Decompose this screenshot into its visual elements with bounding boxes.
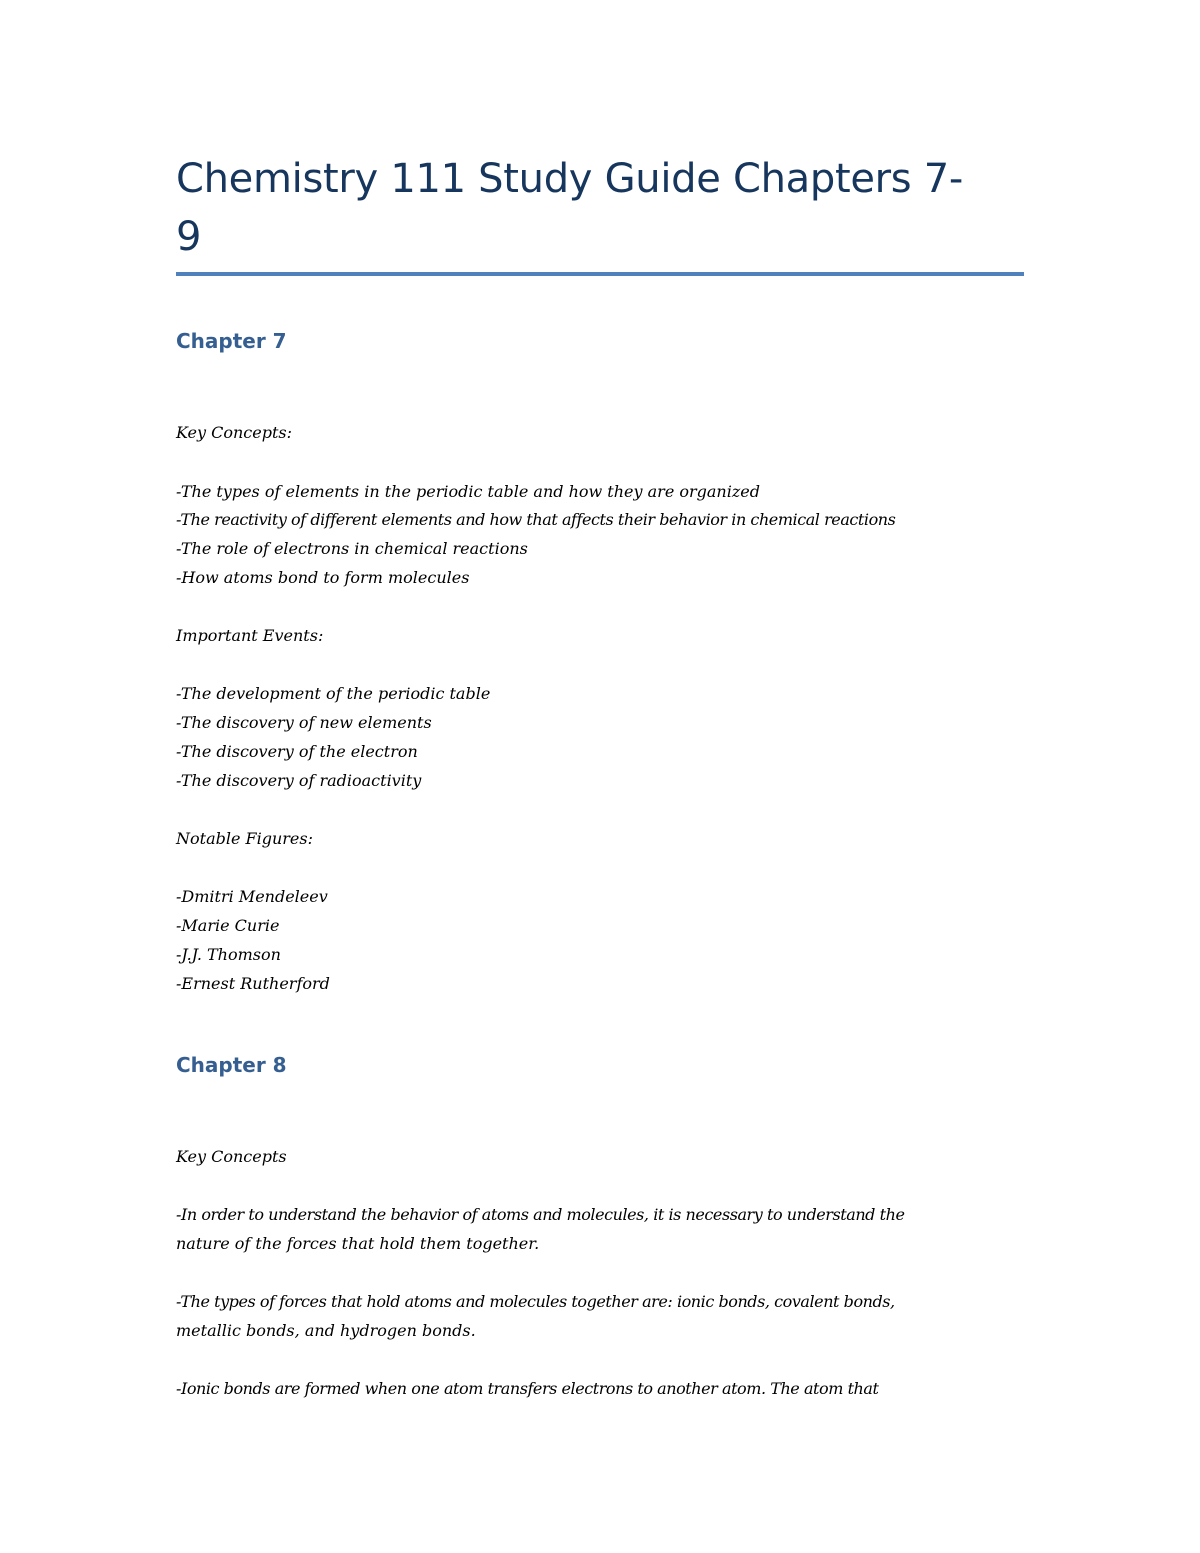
- chapter-7-key-concept-item: -The reactivity of different elements and how that affects their behavior in chemical reactions: [176, 510, 896, 529]
- chapter-7-event-item: -The discovery of new elements: [176, 713, 432, 732]
- chapter-7-key-concept-item: -The role of electrons in chemical reactions: [176, 539, 528, 558]
- chapter-7-figure-item: -J.J. Thomson: [176, 945, 281, 964]
- chapter-8-paragraph-line: nature of the forces that hold them together.: [176, 1234, 540, 1253]
- chapter-7-key-concept-item: -The types of elements in the periodic table and how they are organized: [176, 482, 760, 501]
- document-title: [176, 150, 1024, 266]
- document-title-line-2: 9: [176, 214, 202, 260]
- chapter-8-key-concepts-label: Key Concepts: [176, 1147, 287, 1166]
- chapter-7-event-item: -The discovery of the electron: [176, 742, 418, 761]
- chapter-8-paragraph-line: -Ionic bonds are formed when one atom transfers electrons to another atom. The atom that: [176, 1379, 879, 1398]
- chapter-7-notable-figures-label: Notable Figures:: [176, 829, 313, 848]
- chapter-8-paragraph-line: -In order to understand the behavior of atoms and molecules, it is necessary to understand the: [176, 1205, 905, 1224]
- chapter-7-figure-item: -Marie Curie: [176, 916, 280, 935]
- chapter-7-key-concept-item: -How atoms bond to form molecules: [176, 568, 470, 587]
- chapter-7-heading: Chapter 7: [176, 329, 287, 353]
- chapter-7-figure-item: -Dmitri Mendeleev: [176, 887, 328, 906]
- chapter-8-paragraph-line: metallic bonds, and hydrogen bonds.: [176, 1321, 476, 1340]
- chapter-7-event-item: -The development of the periodic table: [176, 684, 491, 703]
- chapter-7-event-item: -The discovery of radioactivity: [176, 771, 422, 790]
- document-title-line-1: Chemistry 111 Study Guide Chapters 7-: [176, 156, 964, 202]
- chapter-8-paragraph-line: -The types of forces that hold atoms and molecules together are: ionic bonds, covalent bonds,: [176, 1292, 895, 1311]
- title-underline-rule: [176, 272, 1024, 276]
- chapter-8-heading: Chapter 8: [176, 1053, 287, 1077]
- chapter-7-important-events-label: Important Events:: [176, 626, 324, 645]
- chapter-7-figure-item: -Ernest Rutherford: [176, 974, 330, 993]
- chapter-7-key-concepts-label: Key Concepts:: [176, 423, 292, 442]
